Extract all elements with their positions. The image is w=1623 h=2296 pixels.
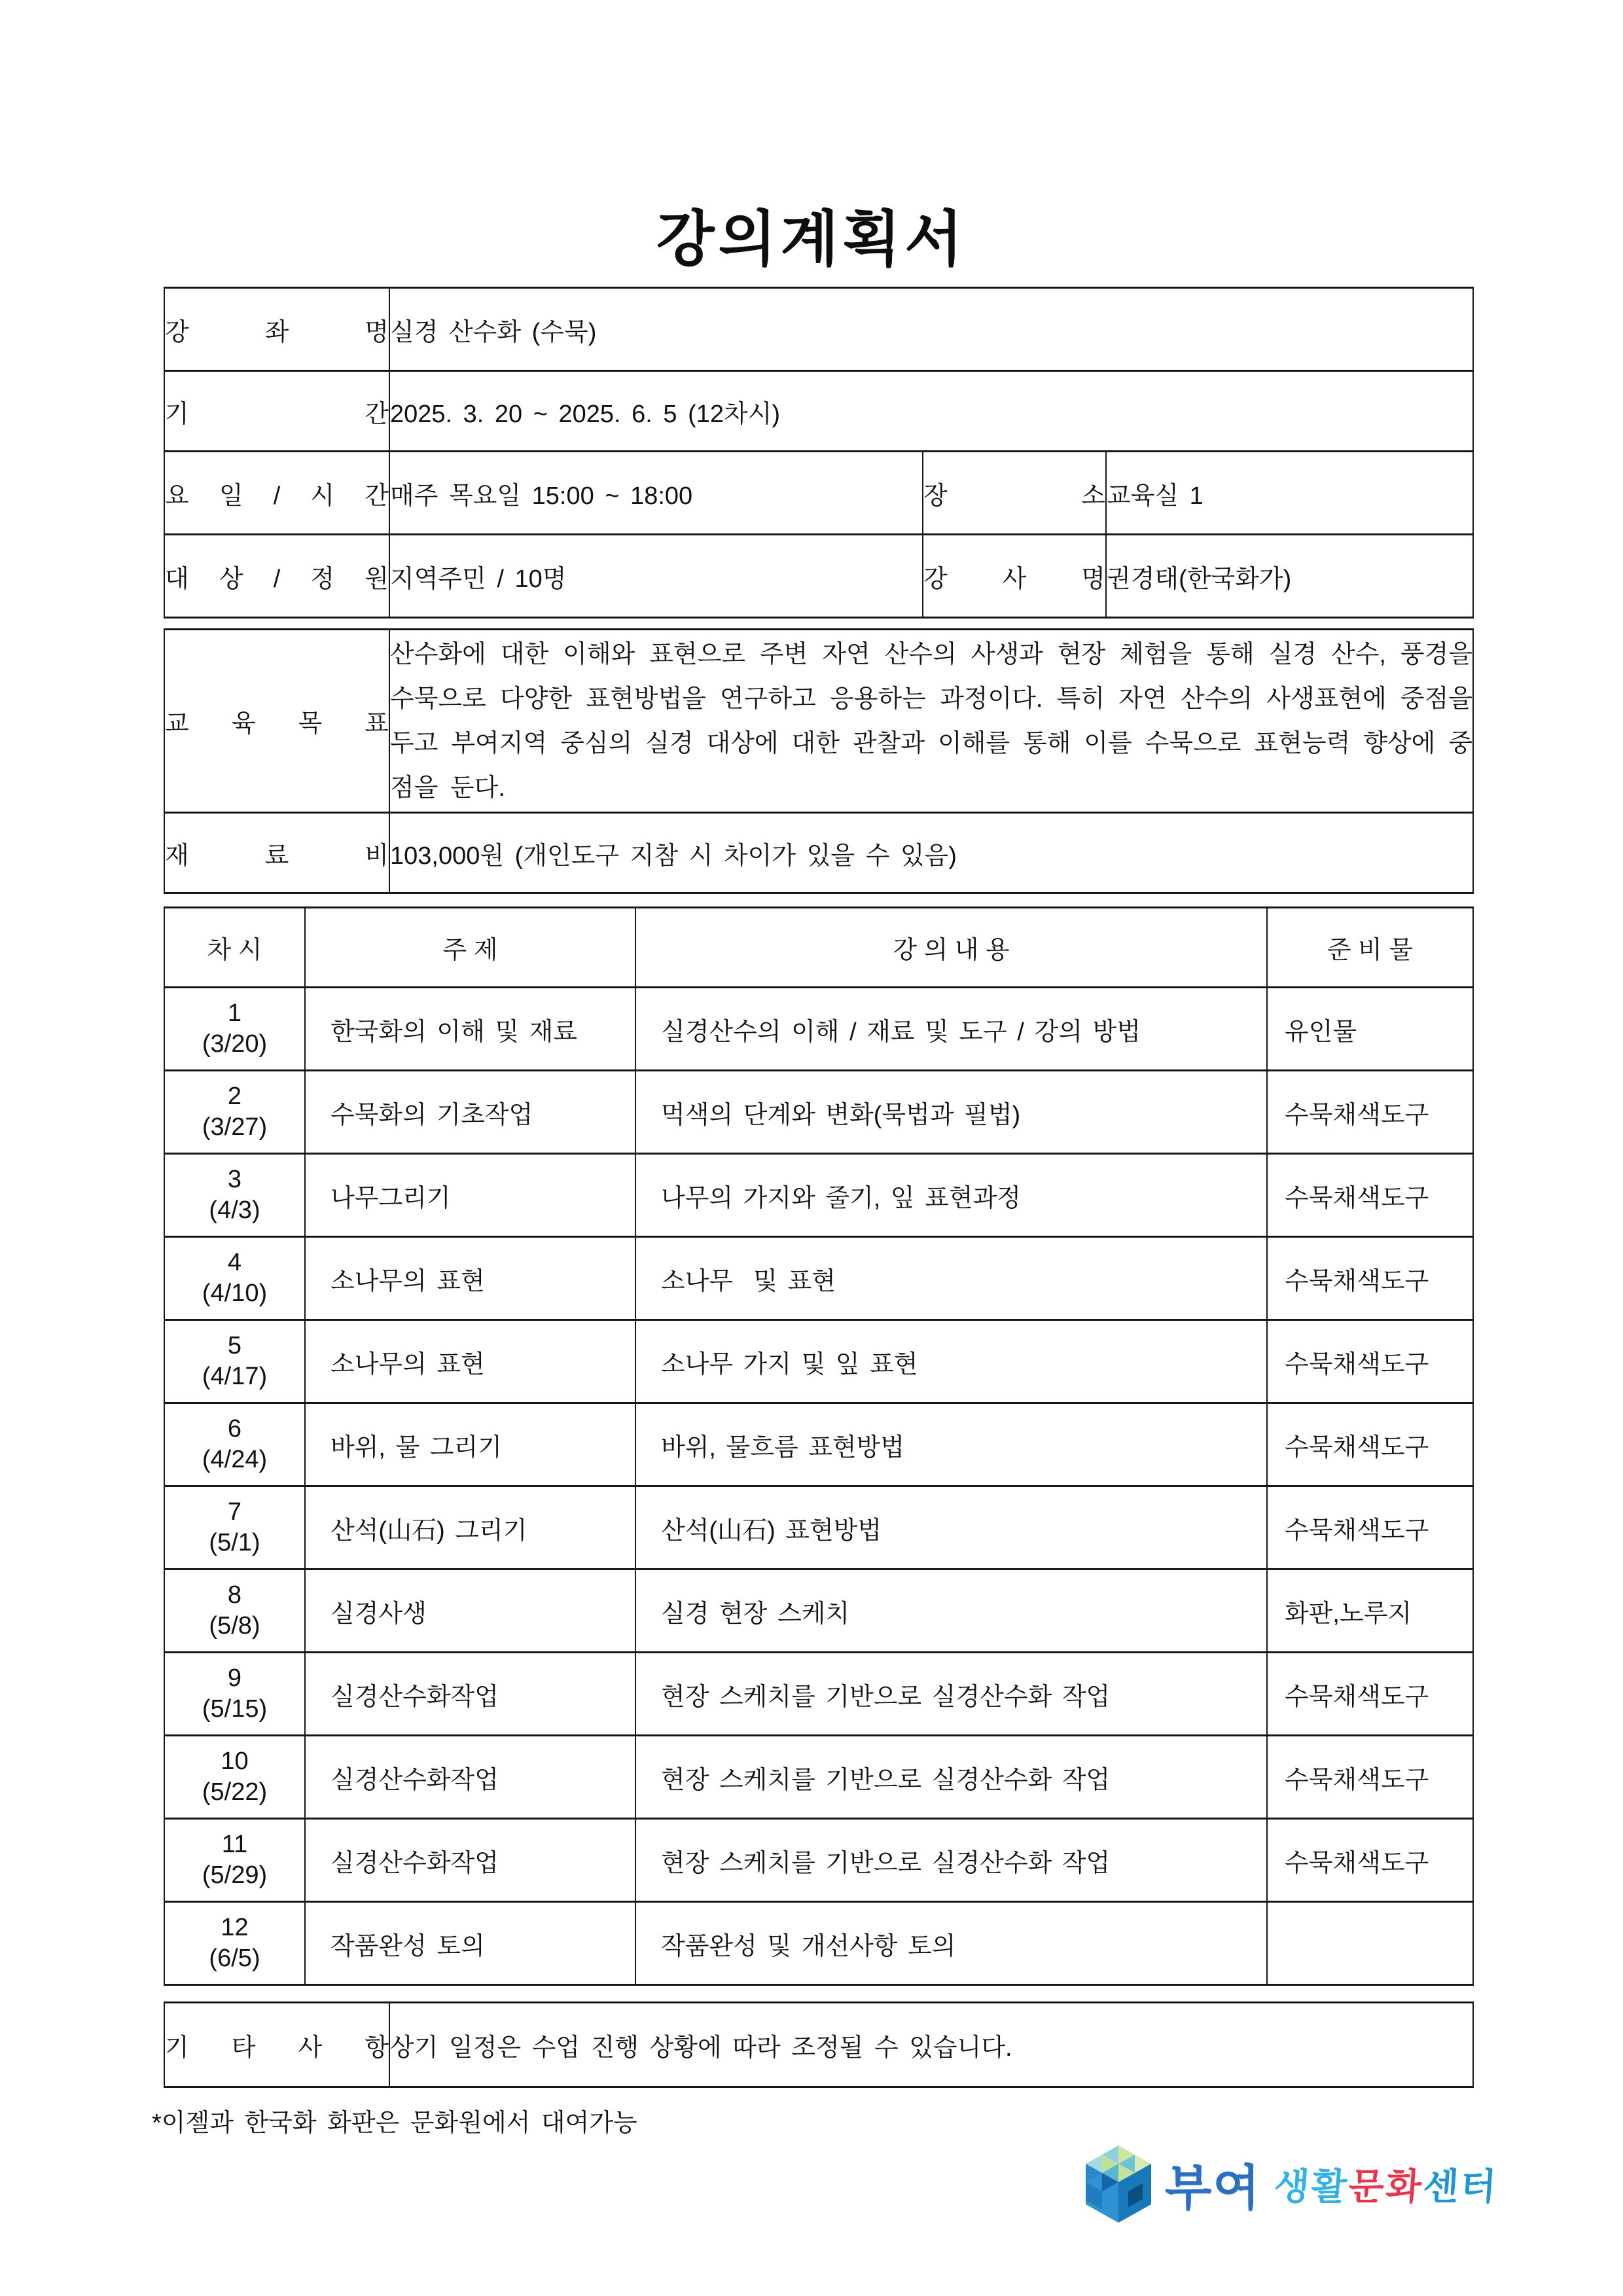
schedule-header-row — [164, 908, 1473, 988]
materials-cell: 화판,노루지 — [1267, 1570, 1473, 1653]
session-number-cell — [164, 1736, 305, 1819]
schedule-row — [164, 1237, 1473, 1320]
session-number: 11 — [221, 1831, 248, 1858]
session-number-cell — [164, 1653, 305, 1736]
material-fee-label: 재 료 비 — [164, 813, 389, 893]
session-number: 9 — [227, 1664, 242, 1692]
schedule-row — [164, 1154, 1473, 1237]
course-name-row — [164, 288, 1473, 371]
header-content: 강 의 내 용 — [635, 908, 1267, 988]
topic-cell: 실경산수화작업 — [305, 1819, 635, 1902]
topic-cell: 수묵화의 기초작업 — [305, 1071, 635, 1154]
schedule-table — [164, 906, 1474, 1986]
topic-cell: 실경산수화작업 — [305, 1736, 635, 1819]
topic-cell: 작품완성 토의 — [305, 1902, 635, 1985]
schedule-row — [164, 1403, 1473, 1486]
content-cell: 현장 스케치를 기반으로 실경산수화 작업 — [635, 1819, 1267, 1902]
schedule-row — [164, 1653, 1473, 1736]
topic-cell: 실경산수화작업 — [305, 1653, 635, 1736]
content-cell: 현장 스케치를 기반으로 실경산수화 작업 — [635, 1736, 1267, 1819]
session-date: (5/1) — [209, 1529, 260, 1556]
material-fee-row — [164, 813, 1473, 893]
session-date: (5/29) — [202, 1861, 268, 1889]
goal-label: 교 육 목 표 — [164, 630, 389, 813]
target-value: 지역주민 / 10명 — [389, 535, 923, 618]
session-number: 12 — [221, 1914, 249, 1941]
period-label: 기 간 — [164, 371, 389, 452]
schedule-row — [164, 1570, 1473, 1653]
session-date: (6/5) — [209, 1945, 260, 1972]
materials-cell: 수묵채색도구 — [1267, 1653, 1473, 1736]
schedule-body — [164, 988, 1473, 1985]
material-fee-value: 103,000원 (개인도구 지참 시 차이가 있을 수 있음) — [389, 813, 1473, 893]
target-row — [164, 535, 1473, 618]
page-title: 강의계획서 — [656, 206, 967, 273]
session-date: (3/27) — [202, 1113, 268, 1141]
schedule-row — [164, 1736, 1473, 1819]
course-info-table — [164, 287, 1474, 619]
session-number: 3 — [227, 1166, 242, 1193]
materials-cell: 수묵채색도구 — [1267, 1486, 1473, 1570]
session-number: 4 — [227, 1249, 242, 1276]
content-cell: 먹색의 단계와 변화(묵법과 필법) — [635, 1071, 1267, 1154]
content-cell: 실경산수의 이해 / 재료 및 도구 / 강의 방법 — [635, 988, 1267, 1071]
materials-cell: 수묵채색도구 — [1267, 1403, 1473, 1486]
session-number: 6 — [227, 1415, 242, 1443]
topic-cell: 실경사생 — [305, 1570, 635, 1653]
materials-cell: 수묵채색도구 — [1267, 1320, 1473, 1403]
day-time-row — [164, 452, 1473, 535]
session-number: 8 — [227, 1581, 242, 1609]
goal-text: 산수화에 대한 이해와 표현으로 주변 자연 산수의 사생과 현장 체험을 통해 실경 산수, 풍경을 수묵으로 다양한 표현방법을 연구하고 응용하는 과정이다. 특히 자연 산수의 사생표현에 중점을 두고 부여지역 중심의 실경 대상에 대한 관찰과 이해를 통해 이를 수묵으로 표현능력 향상에 중점을 둔다. — [389, 630, 1473, 813]
session-number: 1 — [227, 999, 242, 1027]
session-number-cell — [164, 1320, 305, 1403]
period-value: 2025. 3. 20 ~ 2025. 6. 5 (12차시) — [389, 371, 1473, 452]
schedule-row — [164, 1320, 1473, 1403]
logo-brand-text: 부여 — [1165, 2161, 1261, 2215]
session-number-cell — [164, 1902, 305, 1985]
logo-cube-icon — [1085, 2145, 1152, 2223]
instructor-value: 권경태(한국화가) — [1106, 535, 1473, 618]
period-row — [164, 371, 1473, 452]
etc-table — [164, 2001, 1474, 2088]
course-name-label: 강 좌 명 — [164, 288, 389, 371]
session-date: (4/24) — [202, 1446, 268, 1473]
content-cell: 나무의 가지와 줄기, 잎 표현과정 — [635, 1154, 1267, 1237]
materials-cell — [1267, 1902, 1473, 1985]
session-number-cell — [164, 1237, 305, 1320]
content-cell: 실경 현장 스케치 — [635, 1570, 1267, 1653]
materials-cell: 유인물 — [1267, 988, 1473, 1071]
session-date: (4/17) — [202, 1363, 268, 1390]
schedule-row — [164, 1486, 1473, 1570]
session-number-cell — [164, 1071, 305, 1154]
goal-row — [164, 630, 1473, 813]
header-session: 차 시 — [164, 908, 305, 988]
session-number: 7 — [227, 1498, 242, 1526]
topic-cell: 한국화의 이해 및 재료 — [305, 988, 635, 1071]
session-date: (4/3) — [209, 1196, 260, 1224]
session-date: (4/10) — [202, 1280, 268, 1307]
session-number-cell — [164, 1403, 305, 1486]
content-cell: 소나무 가지 및 잎 표현 — [635, 1320, 1267, 1403]
session-number: 10 — [221, 1748, 249, 1775]
place-value: 교육실 1 — [1106, 452, 1473, 535]
header-materials: 준 비 물 — [1267, 908, 1473, 988]
topic-cell: 산석(山石) 그리기 — [305, 1486, 635, 1570]
session-number-cell — [164, 1154, 305, 1237]
session-date: (3/20) — [202, 1030, 268, 1058]
session-date: (5/15) — [202, 1695, 268, 1723]
materials-cell: 수묵채색도구 — [1267, 1819, 1473, 1902]
session-number: 5 — [227, 1332, 242, 1359]
content-cell: 작품완성 및 개선사항 토의 — [635, 1902, 1267, 1985]
rental-footnote: *이젤과 한국화 화판은 문화원에서 대여가능 — [152, 2109, 637, 2137]
etc-row — [164, 2003, 1473, 2087]
materials-cell: 수묵채색도구 — [1267, 1071, 1473, 1154]
instructor-label: 강 사 명 — [923, 535, 1106, 618]
content-cell: 바위, 물흐름 표현방법 — [635, 1403, 1267, 1486]
session-date: (5/8) — [209, 1612, 260, 1640]
logo-center-name: 생활문화센터 — [1272, 2166, 1500, 2207]
header-topic: 주 제 — [305, 908, 635, 988]
content-cell: 소나무 및 표현 — [635, 1237, 1267, 1320]
etc-value: 상기 일정은 수업 진행 상황에 따라 조정될 수 있습니다. — [389, 2003, 1473, 2087]
session-number-cell — [164, 1570, 305, 1653]
content-cell: 산석(山石) 표현방법 — [635, 1486, 1267, 1570]
schedule-row — [164, 1819, 1473, 1902]
place-label: 장 소 — [923, 452, 1106, 535]
day-time-value: 매주 목요일 15:00 ~ 18:00 — [389, 452, 923, 535]
session-date: (5/22) — [202, 1778, 268, 1806]
goal-material-table — [164, 628, 1474, 894]
etc-label: 기 타 사 항 — [164, 2003, 389, 2087]
materials-cell: 수묵채색도구 — [1267, 1237, 1473, 1320]
topic-cell: 소나무의 표현 — [305, 1237, 635, 1320]
target-label: 대 상 / 정 원 — [164, 535, 389, 618]
topic-cell: 소나무의 표현 — [305, 1320, 635, 1403]
course-name-value: 실경 산수화 (수묵) — [389, 288, 1473, 371]
day-time-label: 요 일 / 시 간 — [164, 452, 389, 535]
schedule-row — [164, 1071, 1473, 1154]
topic-cell: 나무그리기 — [305, 1154, 635, 1237]
buyeo-center-logo — [1085, 2145, 1499, 2223]
topic-cell: 바위, 물 그리기 — [305, 1403, 635, 1486]
schedule-row — [164, 988, 1473, 1071]
schedule-row — [164, 1902, 1473, 1985]
session-number-cell — [164, 988, 305, 1071]
content-cell: 현장 스케치를 기반으로 실경산수화 작업 — [635, 1653, 1267, 1736]
session-number: 2 — [227, 1083, 242, 1110]
materials-cell: 수묵채색도구 — [1267, 1736, 1473, 1819]
session-number-cell — [164, 1486, 305, 1570]
materials-cell: 수묵채색도구 — [1267, 1154, 1473, 1237]
session-number-cell — [164, 1819, 305, 1902]
